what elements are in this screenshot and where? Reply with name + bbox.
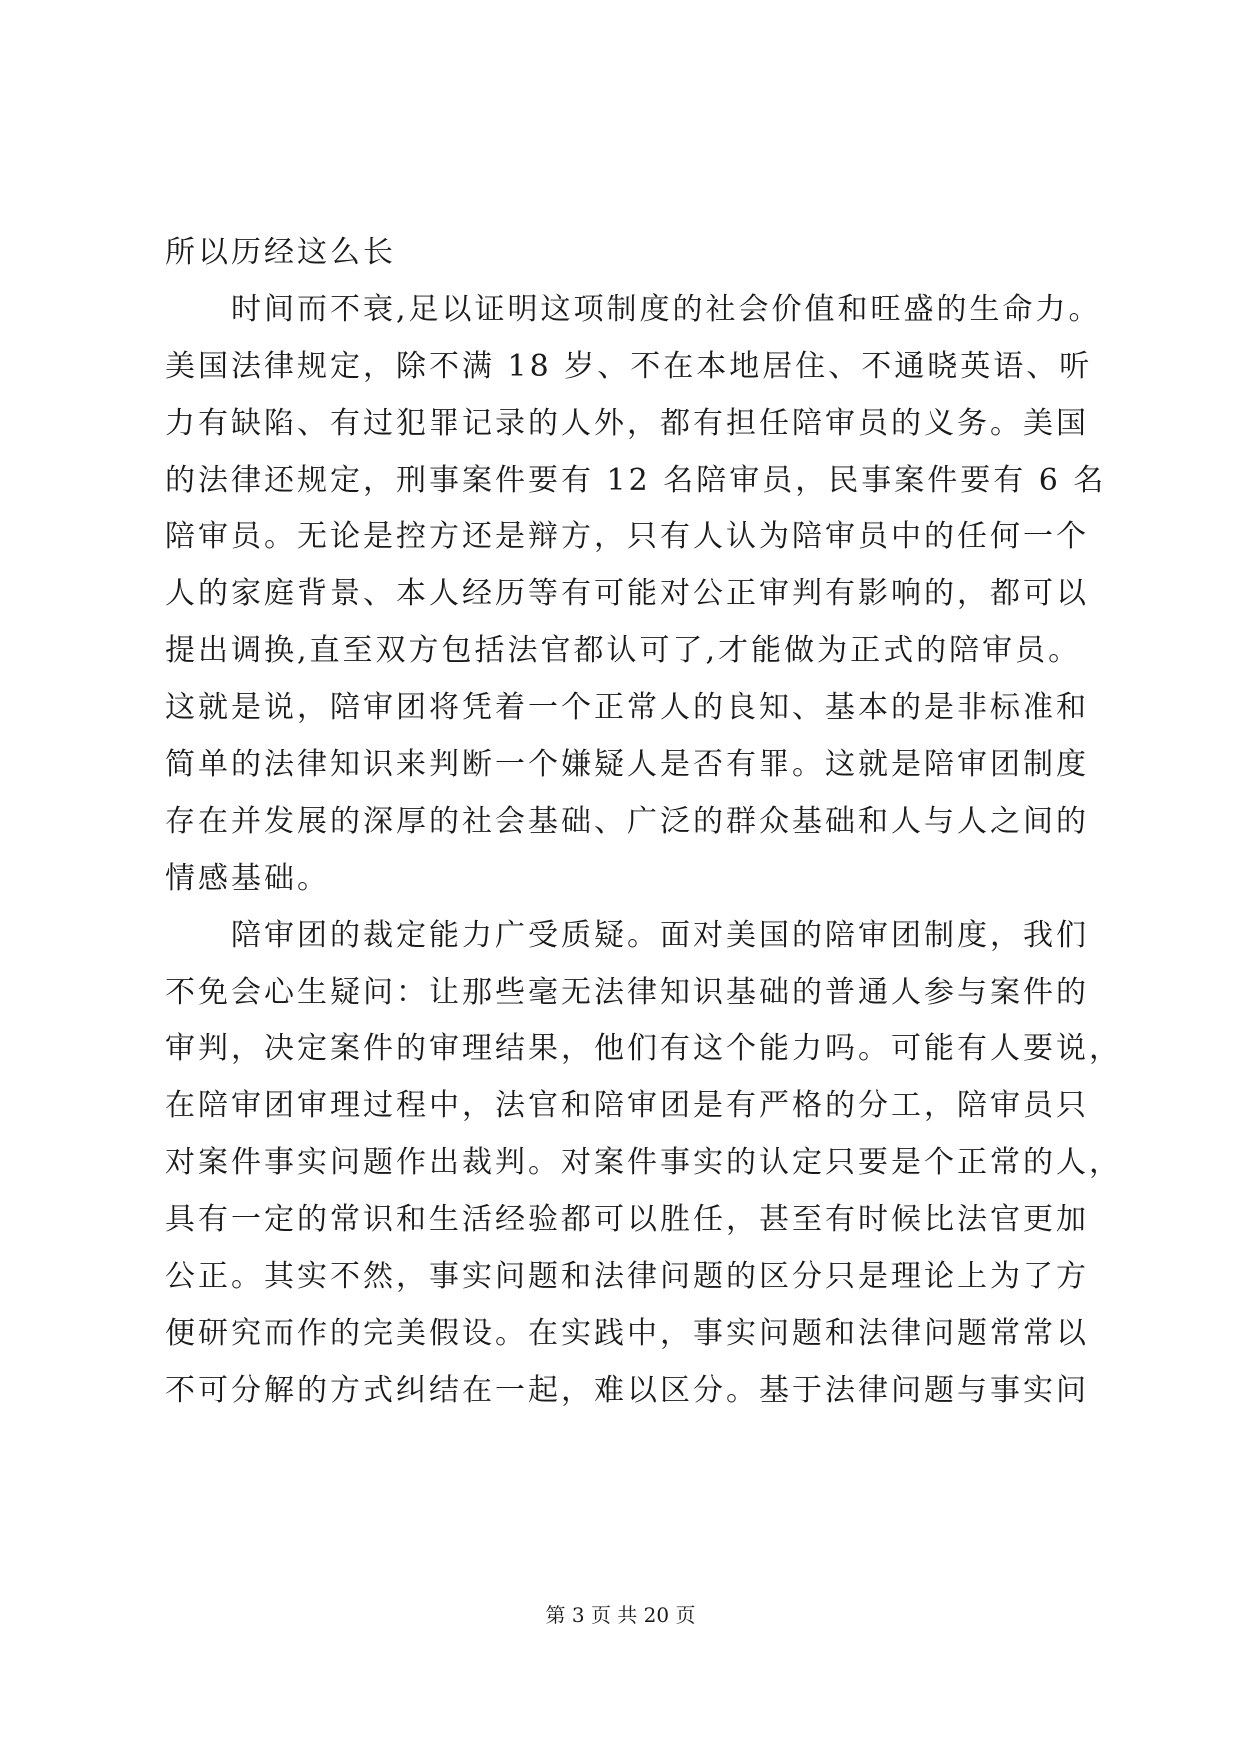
- body-line: 人的家庭背景、本人经历等有可能对公正审判有影响的，都可以: [165, 576, 1089, 612]
- body-line: 便研究而作的完美假设。在实践中，事实问题和法律问题常常以: [165, 1315, 1089, 1351]
- body-line: 存在并发展的深厚的社会基础、广泛的群众基础和人与人之间的: [165, 803, 1089, 839]
- body-line: 对案件事实问题作出裁判。对案件事实的认定只要是个正常的人，: [165, 1145, 1122, 1181]
- body-line: 简单的法律知识来判断一个嫌疑人是否有罪。这就是陪审团制度: [165, 747, 1089, 783]
- paragraph-first-line: 时间而不衰,足以证明这项制度的社会价值和旺盛的生命力。: [231, 291, 1102, 327]
- paragraph-first-line: 陪审团的裁定能力广受质疑。面对美国的陪审团制度，我们: [231, 917, 1089, 953]
- body-line: 情感基础。: [165, 860, 330, 896]
- body-line: 的法律还规定，刑事案件要有 12 名陪审员，民事案件要有 6 名: [165, 462, 1107, 498]
- body-line: 提出调换,直至双方包括法官都认可了,才能做为正式的陪审员。: [165, 633, 1082, 669]
- body-line: 具有一定的常识和生活经验都可以胜任，甚至有时候比法官更加: [165, 1202, 1089, 1238]
- document-body: [165, 225, 1122, 1420]
- body-line: 审判，决定案件的审理结果，他们有这个能力吗。可能有人要说，: [165, 1031, 1122, 1067]
- body-line: 不可分解的方式纠结在一起，难以区分。基于法律问题与事实问: [165, 1372, 1089, 1408]
- body-line: 所以历经这么长: [165, 235, 396, 270]
- page-footer: [0, 1603, 1241, 1627]
- body-line: 美国法律规定，除不满 18 岁、不在本地居住、不通晓英语、听: [165, 348, 1093, 384]
- body-line: 公正。其实不然，事实问题和法律问题的区分只是理论上为了方: [165, 1259, 1089, 1295]
- body-line: 不免会心生疑问：让那些毫无法律知识基础的普通人参与案件的: [165, 974, 1089, 1010]
- body-line: 在陪审团审理过程中，法官和陪审团是有严格的分工，陪审员只: [165, 1088, 1089, 1124]
- body-line: 这就是说，陪审团将凭着一个正常人的良知、基本的是非标准和: [165, 690, 1089, 726]
- body-line: 陪审员。无论是控方还是辩方，只有人认为陪审员中的任何一个: [165, 519, 1089, 555]
- page-number-label: 第 3 页 共 20 页: [545, 1603, 696, 1627]
- body-line: 力有缺陷、有过犯罪记录的人外，都有担任陪审员的义务。美国: [165, 405, 1089, 441]
